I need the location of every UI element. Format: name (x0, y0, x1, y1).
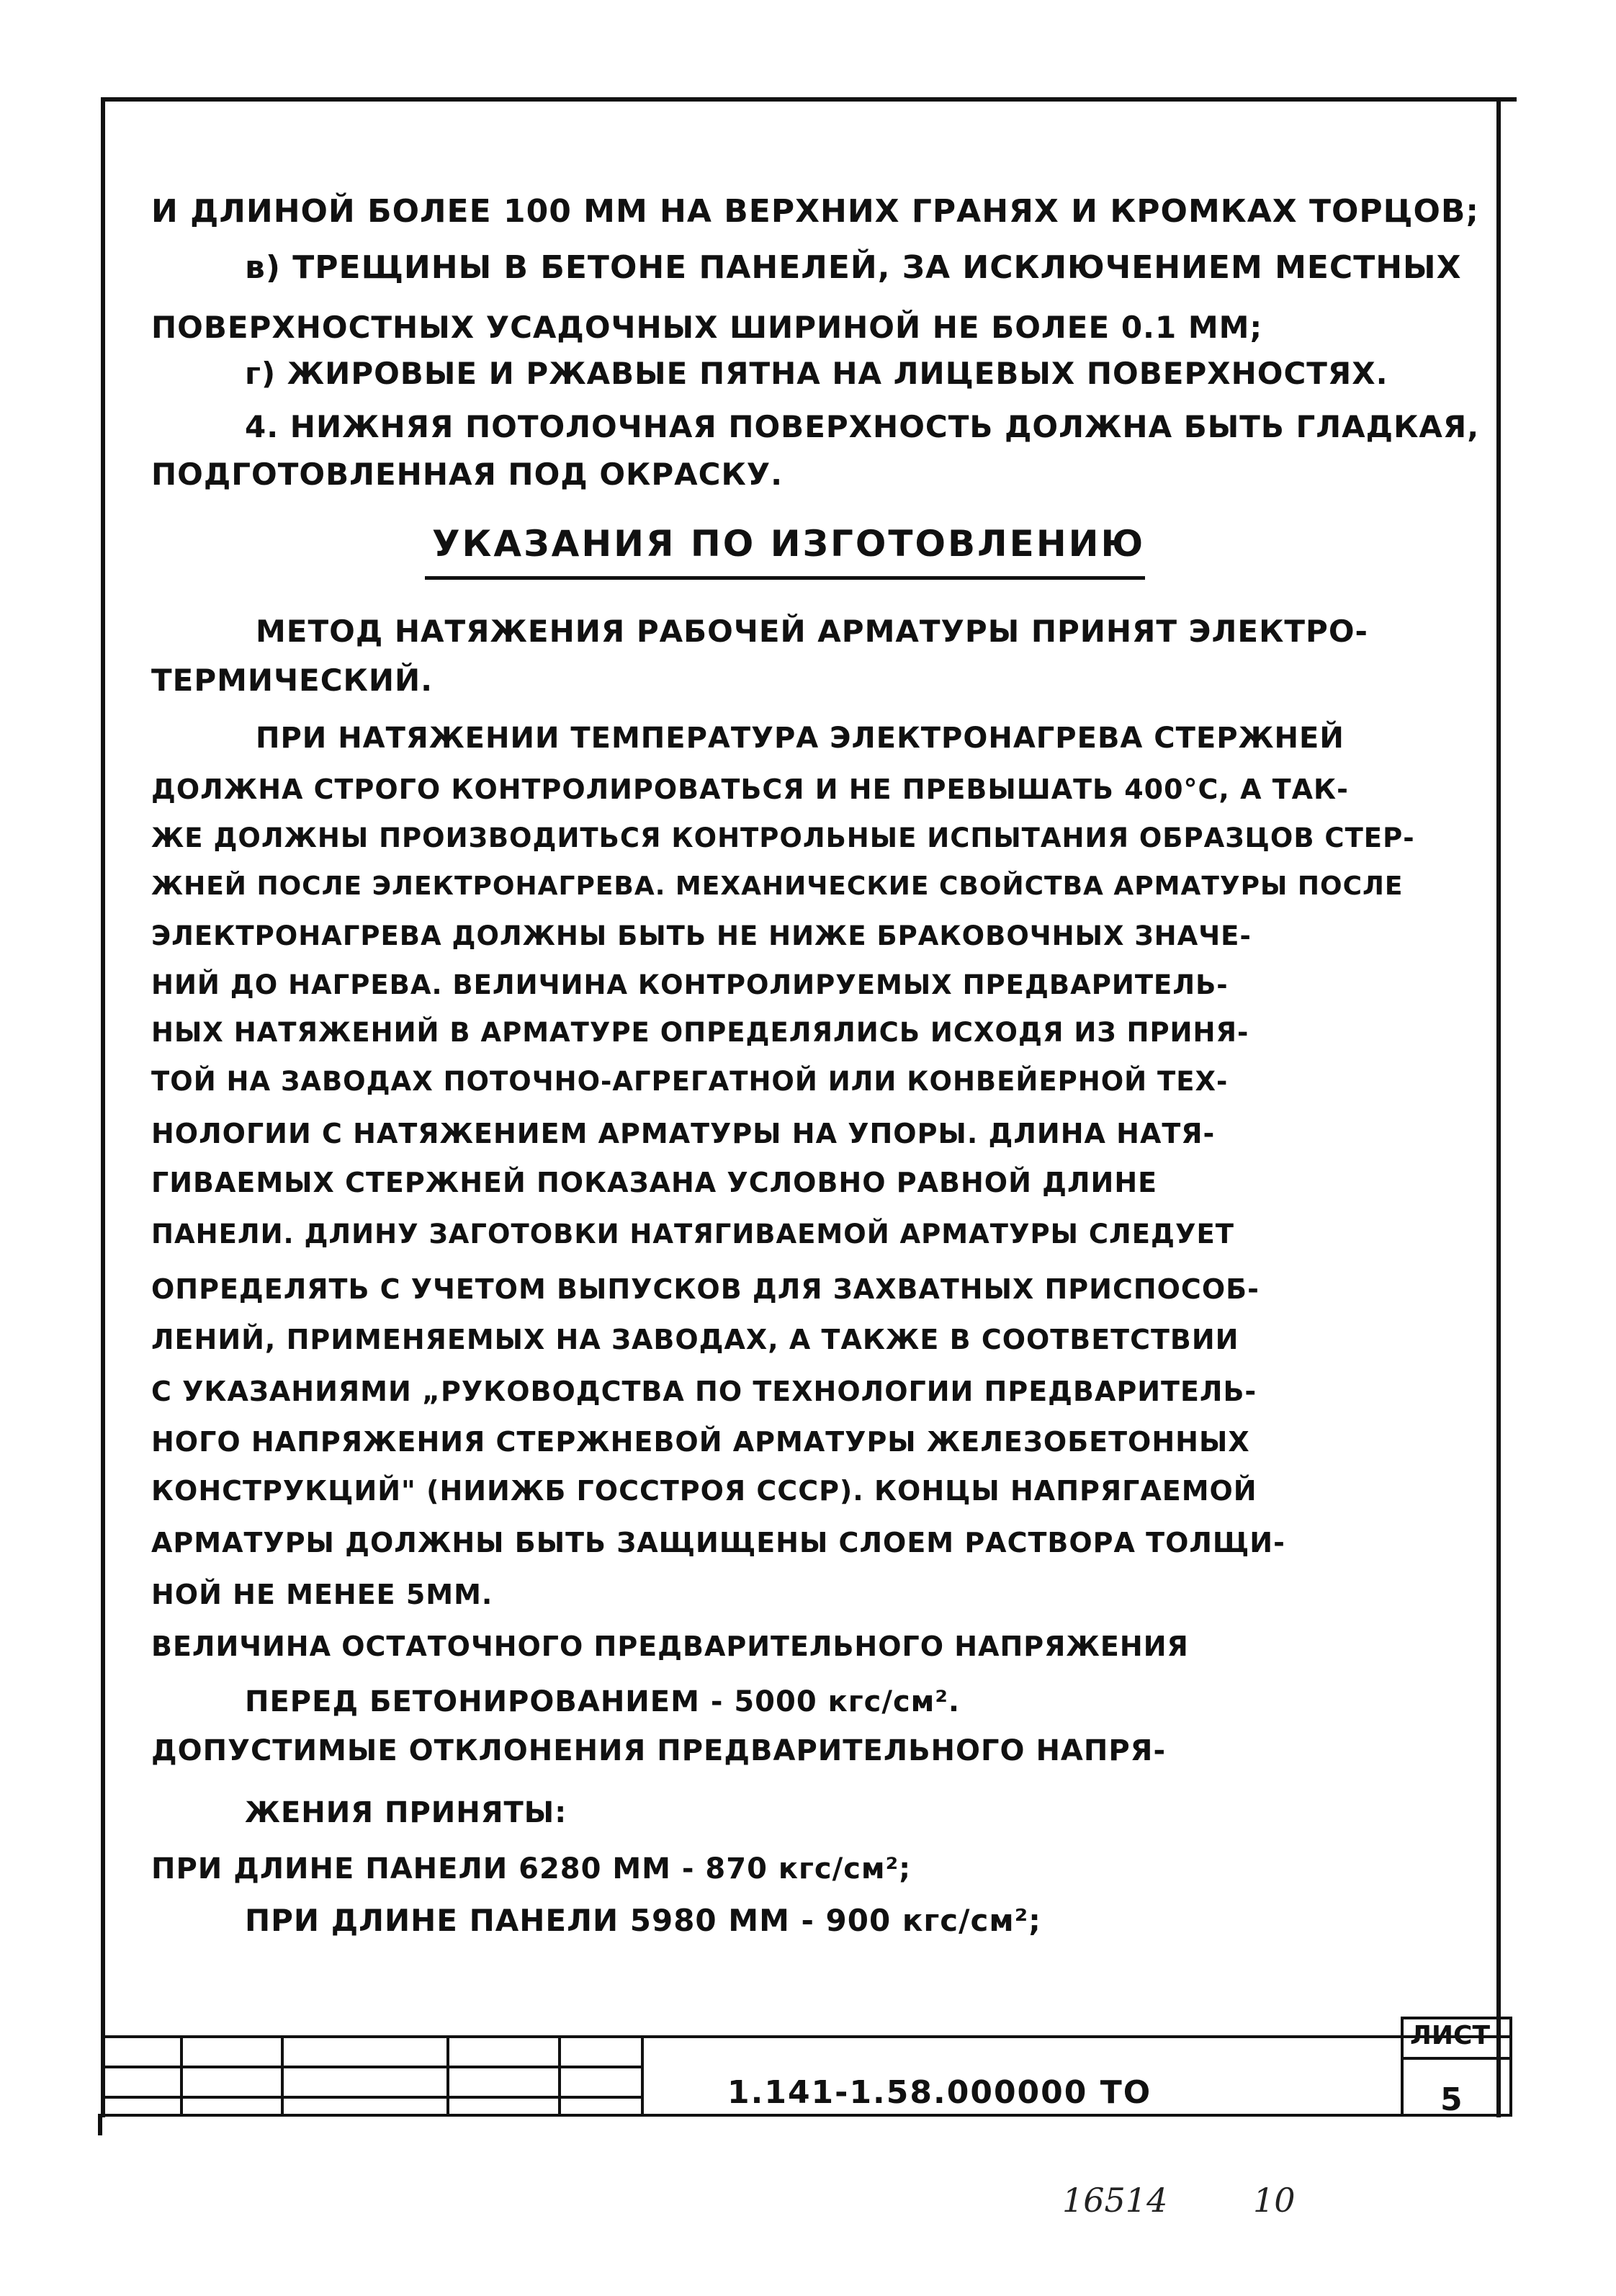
text-line: ДОПУСТИМЫЕ ОТКЛОНЕНИЯ ПРЕДВАРИТЕЛЬНОГО НАПРЯ- (151, 1734, 1167, 1767)
text-line: г) ЖИРОВЫЕ И РЖАВЫЕ ПЯТНА НА ЛИЦЕВЫХ ПОВЕРХНОСТЯХ. (245, 356, 1388, 391)
title-block-rule (1401, 2057, 1512, 2060)
title-block-rule (1401, 2017, 1404, 2116)
title-block-rule (1401, 2017, 1512, 2019)
text-line: ТОЙ НА ЗАВОДАХ ПОТОЧНО-АГРЕГАТНОЙ ИЛИ КОНВЕЙЕРНОЙ ТЕХ- (151, 1066, 1229, 1097)
text-line: ПЕРЕД БЕТОНИРОВАНИЕМ - 5000 кгс/см². (245, 1685, 961, 1718)
text-line: ТЕРМИЧЕСКИЙ. (151, 663, 434, 698)
text-line: АРМАТУРЫ ДОЛЖНЫ БЫТЬ ЗАЩИЩЕНЫ СЛОЕМ РАСТВОРА ТОЛЩИ- (151, 1527, 1285, 1559)
text-line: ОПРЕДЕЛЯТЬ С УЧЕТОМ ВЫПУСКОВ ДЛЯ ЗАХВАТНЫХ ПРИСПОСОБ- (151, 1273, 1260, 1305)
text-line: ГИВАЕМЫХ СТЕРЖНЕЙ ПОКАЗАНА УСЛОВНО РАВНОЙ ДЛИНЕ (151, 1167, 1158, 1198)
text-line: ВЕЛИЧИНА ОСТАТОЧНОГО ПРЕДВАРИТЕЛЬНОГО НАПРЯЖЕНИЯ (151, 1631, 1189, 1662)
text-line: в) ТРЕЩИНЫ В БЕТОНЕ ПАНЕЛЕЙ, ЗА ИСКЛЮЧЕНИЕМ МЕСТНЫХ (245, 249, 1462, 286)
title-block-rule (558, 2035, 561, 2116)
text-line: ЭЛЕКТРОНАГРЕВА ДОЛЖНЫ БЫТЬ НЕ НИЖЕ БРАКОВОЧНЫХ ЗНАЧЕ- (151, 920, 1252, 951)
text-line: ДОЛЖНА СТРОГО КОНТРОЛИРОВАТЬСЯ И НЕ ПРЕВЫШАТЬ 400°С, А ТАК- (151, 773, 1349, 805)
copy-number: 10 (1253, 2181, 1296, 2220)
text-line: НИЙ ДО НАГРЕВА. ВЕЛИЧИНА КОНТРОЛИРУЕМЫХ ПРЕДВАРИТЕЛЬ- (151, 969, 1229, 1000)
text-line: 4. НИЖНЯЯ ПОТОЛОЧНАЯ ПОВЕРХНОСТЬ ДОЛЖНА БЫТЬ ГЛАДКАЯ, (245, 409, 1480, 444)
title-block-rule (101, 2035, 1512, 2038)
text-line: ЖЕ ДОЛЖНЫ ПРОИЗВОДИТЬСЯ КОНТРОЛЬНЫЕ ИСПЫТАНИЯ ОБРАЗЦОВ СТЕР- (151, 822, 1415, 853)
frame-mark (98, 2114, 102, 2135)
text-line: КОНСТРУКЦИЙ" (НИИЖБ ГОССТРОЯ СССР). КОНЦЫ НАПРЯГАЕМОЙ (151, 1475, 1257, 1507)
title-block-rule (1509, 2017, 1512, 2116)
text-line: ЛЕНИЙ, ПРИМЕНЯЕМЫХ НА ЗАВОДАХ, А ТАКЖЕ В СООТВЕТСТВИИ (151, 1324, 1239, 1355)
title-block-rule (641, 2035, 644, 2116)
sheet-number: 5 (1440, 2081, 1463, 2118)
text-line: ПРИ ДЛИНЕ ПАНЕЛИ 5980 ММ - 900 кгс/см²; (245, 1903, 1041, 1938)
title-block-rule (446, 2035, 449, 2116)
text-line: НЫХ НАТЯЖЕНИЙ В АРМАТУРЕ ОПРЕДЕЛЯЛИСЬ ИСХОДЯ ИЗ ПРИНЯ- (151, 1017, 1249, 1048)
text-line: С УКАЗАНИЯМИ „РУКОВОДСТВА ПО ТЕХНОЛОГИИ ПРЕДВАРИТЕЛЬ- (151, 1376, 1257, 1407)
title-block-rule (101, 2114, 1512, 2117)
document-code: 1.141-1.58.000000 ТО (727, 2074, 1152, 2111)
inventory-number: 16514 (1062, 2181, 1168, 2220)
text-line: ПРИ ДЛИНЕ ПАНЕЛИ 6280 ММ - 870 кгс/см²; (151, 1852, 912, 1885)
title-block-rule (180, 2035, 183, 2116)
section-heading: УКАЗАНИЯ ПО ИЗГОТОВЛЕНИЮ (432, 523, 1146, 565)
text-line: ЖЕНИЯ ПРИНЯТЫ: (245, 1796, 567, 1829)
text-line: НОГО НАПРЯЖЕНИЯ СТЕРЖНЕВОЙ АРМАТУРЫ ЖЕЛЕЗОБЕТОННЫХ (151, 1426, 1250, 1458)
text-line: И ДЛИНОЙ БОЛЕЕ 100 ММ НА ВЕРХНИХ ГРАНЯХ И КРОМКАХ ТОРЦОВ; (151, 193, 1480, 230)
heading-underline (425, 576, 1145, 580)
sheet-label: ЛИСТ (1410, 2021, 1491, 2050)
text-line: ЖНЕЙ ПОСЛЕ ЭЛЕКТРОНАГРЕВА. МЕХАНИЧЕСКИЕ СВОЙСТВА АРМАТУРЫ ПОСЛЕ (151, 871, 1404, 901)
text-line: НОЛОГИИ С НАТЯЖЕНИЕМ АРМАТУРЫ НА УПОРЫ. ДЛИНА НАТЯ- (151, 1118, 1216, 1149)
text-line: МЕТОД НАТЯЖЕНИЯ РАБОЧЕЙ АРМАТУРЫ ПРИНЯТ ЭЛЕКТРО- (256, 614, 1368, 649)
text-line: ПОВЕРХНОСТНЫХ УСАДОЧНЫХ ШИРИНОЙ НЕ БОЛЕЕ 0.1 ММ; (151, 310, 1263, 345)
title-block-rule (281, 2035, 284, 2116)
frame-mark (1498, 97, 1517, 102)
text-line: ПАНЕЛИ. ДЛИНУ ЗАГОТОВКИ НАТЯГИВАЕМОЙ АРМАТУРЫ СЛЕДУЕТ (151, 1219, 1235, 1250)
text-line: НОЙ НЕ МЕНЕЕ 5ММ. (151, 1579, 493, 1610)
text-line: ПОДГОТОВЛЕННАЯ ПОД ОКРАСКУ. (151, 457, 784, 492)
text-line: ПРИ НАТЯЖЕНИИ ТЕМПЕРАТУРА ЭЛЕКТРОНАГРЕВА СТЕРЖНЕЙ (256, 722, 1345, 755)
